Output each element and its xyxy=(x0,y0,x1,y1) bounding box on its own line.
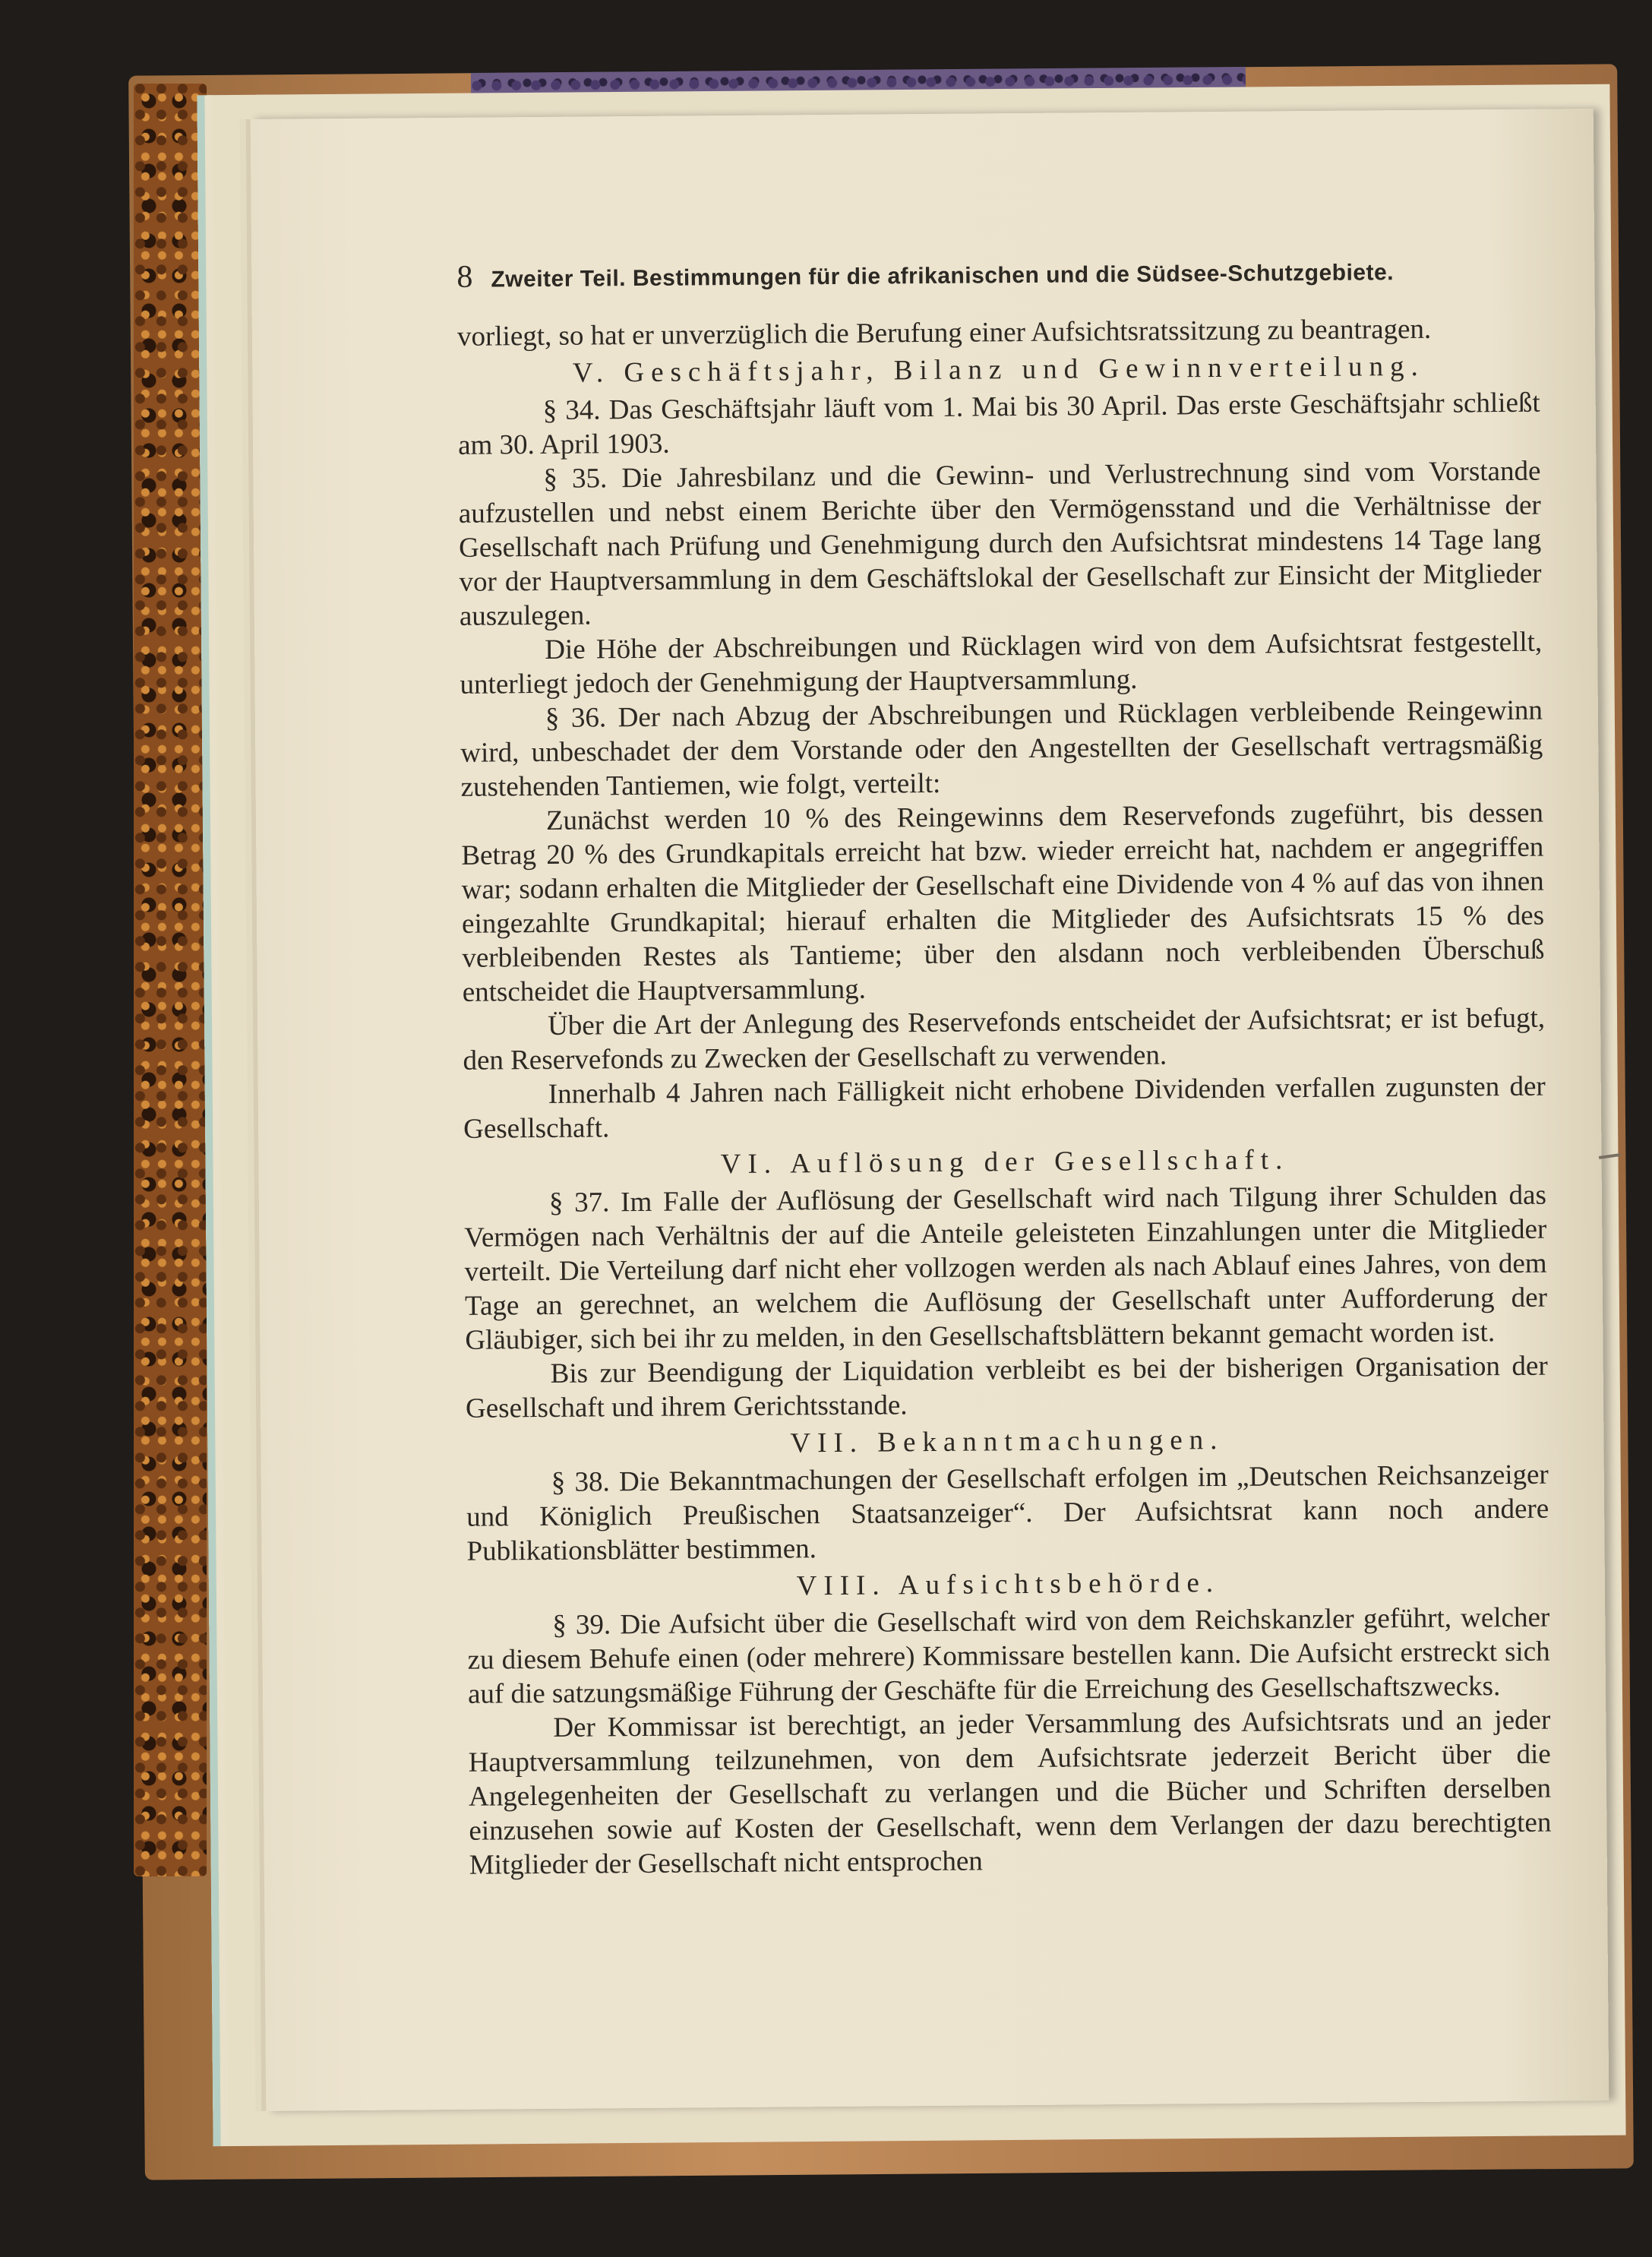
paragraph: § 36. Der nach Abzug der Abschreibungen und Rücklagen verbleibende Reingewinn wird, unbeschadet der dem Vorstande oder den Angestellten der Gesellschaft vertragsmäßig zustehenden Tantiemen, wie folgt, verteilt: xyxy=(460,694,1543,803)
page-text xyxy=(456,252,1552,1882)
section-heading: VIII. Aufsichtsbehörde. xyxy=(796,1567,1221,1602)
paragraph: § 34. Das Geschäftsjahr läuft vom 1. Mai bis 30 April. Das erste Geschäftsjahr schließt am 30. April 1903. xyxy=(457,387,1540,461)
running-header xyxy=(456,252,1539,297)
paragraph: Innerhalb 4 Jahren nach Fälligkeit nicht erhobene Dividenden verfallen zugunsten der Gesellschaft. xyxy=(463,1070,1546,1145)
running-title: Zweiter Teil. Bestimmungen für die afrikanischen und die Südsee-Schutzgebiete. xyxy=(491,260,1395,292)
section-heading: VI. Auflösung der Gesellschaft. xyxy=(720,1144,1290,1181)
paragraph: § 35. Die Jahresbilanz und die Gewinn- und Verlustrechnung sind vom Vorstande aufzustellen und nebst einem Berichte über den Vermögensstand und die Verhältnisse der Gesellschaft nach Prüfung und Genehmigung durch den Aufsichtsrat mindestens 14 Tage lang vor der Hauptversammlung in dem Geschäftslokal der Gesellschaft zur Einsicht der Mitglieder auszulegen. xyxy=(458,455,1542,632)
paragraph: Zunächst werden 10 % des Reingewinns dem Reservefonds zugeführt, bis dessen Betrag 20 % des Grundkapitals erreicht hat bzw. wieder erreicht hat, nachdem er angegriffen war; sodann erhalten die Mitglieder der Gesellschaft eine Dividende von 4 % auf das von ihnen eingezahlte Grundkapital; hierauf erhalten die Mitglieder des Aufsichtsrats 15 % des verbleibenden Restes als Tantieme; über den alsdann noch verbleibenden Überschuß entscheidet die Hauptversammlung. xyxy=(461,797,1545,1008)
paragraph: Der Kommissar ist berechtigt, an jeder Versammlung des Aufsichtsrats und an jeder Hauptversammlung teilzunehmen, von dem Aufsichtsrate jederzeit Bericht über die Angelegenheiten der Gesellschaft zu verlangen und die Bücher und Schriften derselben einzusehen sowie auf Kosten der Gesellschaft, wenn dem Verlangen der dazu berechtigten Mitglieder der Gesellschaft nicht entsprochen xyxy=(468,1704,1552,1881)
section-heading: V. Geschäftsjahr, Bilanz und Gewinnverteilung. xyxy=(572,350,1425,389)
paragraph: § 38. Die Bekanntmachungen der Gesellschaft erfolgen im „Deutschen Reichsanzeiger und Königlich Preußischen Staatsanzeiger“. Der Aufsichtsrat kann noch andere Publikationsblätter bestimmen. xyxy=(466,1459,1549,1567)
paragraph: Bis zur Beendigung der Liquidation verbleibt es bei der bisherigen Organisation der Gesellschaft und ihrem Gerichtsstande. xyxy=(465,1350,1548,1424)
book-cover-marbling xyxy=(134,84,207,1876)
section-heading: VII. Bekanntmachungen. xyxy=(790,1424,1224,1459)
body-text xyxy=(457,311,1552,1882)
paragraph: Über die Art der Anlegung des Reservefonds entscheidet der Aufsichtsrat; er ist befugt, den Reservefonds zu Zwecken der Gesellschaft zu verwenden. xyxy=(463,1002,1546,1076)
page-number: 8 xyxy=(456,259,473,295)
paragraph: § 37. Im Falle der Auflösung der Gesellschaft wird nach Tilgung ihrer Schulden das Vermögen nach Verhältnis der auf die Anteile geleisteten Einzahlungen unter die Mitglieder verteilt. Die Verteilung darf nicht eher vollzogen werden als nach Ablauf eines Jahres, von dem Tage an gerechnet, an welchem die Auflösung der Gesellschaft unter Aufforderung der Gläubiger, sich bei ihr zu melden, in den Gesellschaftsblättern bekannt gemacht worden ist. xyxy=(464,1179,1548,1356)
paragraph: § 39. Die Aufsicht über die Gesellschaft wird von dem Reichskanzler geführt, welcher zu diesem Behufe einen (oder mehrere) Kommissare bestellen kann. Die Aufsicht erstreckt sich auf die satzungsmäßige Führung der Geschäfte für die Erreichung des Gesellschaftszwecks. xyxy=(467,1601,1550,1710)
paragraph: vorliegt, so hat er unverzüglich die Berufung einer Aufsichtsratssitzung zu beantragen. xyxy=(456,313,1432,352)
paragraph: Die Höhe der Abschreibungen und Rücklagen wird von dem Aufsichtsrat festgestellt, unterliegt jedoch der Genehmigung der Hauptversammlung. xyxy=(460,626,1543,700)
book-page xyxy=(251,109,1609,2111)
